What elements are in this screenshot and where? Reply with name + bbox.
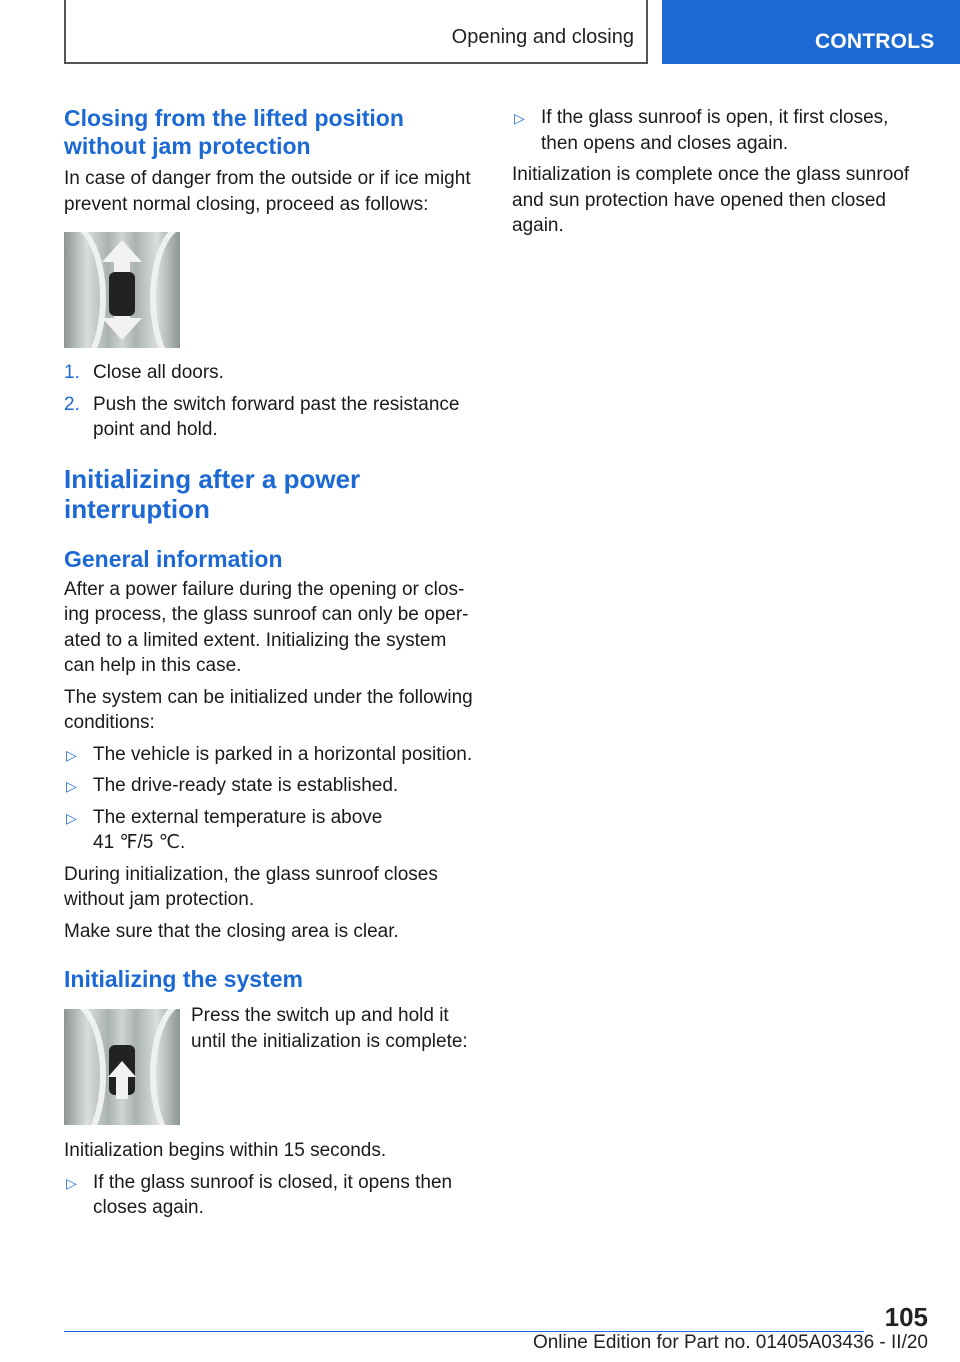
heading-closing: Closing from the lifted position without jam protection	[64, 105, 404, 159]
list-item	[64, 805, 478, 856]
section-title: Opening and closing	[451, 26, 634, 48]
step-number: 2.	[64, 393, 80, 415]
list-item	[64, 392, 478, 443]
paragraph-clear: Make sure that the closing area is clear.	[64, 920, 399, 942]
heading-system: Initializing the system	[64, 966, 303, 992]
step-number: 1.	[64, 362, 80, 383]
left-column	[64, 100, 478, 1221]
switch-photo-up	[64, 1009, 180, 1125]
paragraph-closing: In case of danger from the outside or if ice might prevent normal closing, proceed as follows:	[64, 168, 471, 215]
triangle-right-icon: ▷	[514, 110, 525, 126]
right-column	[512, 105, 926, 239]
paragraph-press: Press the switch up and hold it until the initialization is complete:	[191, 1005, 468, 1052]
switch-photo-up-down	[64, 232, 180, 348]
list-item	[64, 1170, 478, 1221]
steps-list	[64, 360, 478, 443]
list-item	[64, 742, 478, 768]
triangle-right-icon: ▷	[66, 746, 77, 763]
condition-text: The vehicle is parked in a horizontal position.	[93, 743, 473, 765]
triangle-right-icon: ▷	[66, 1174, 77, 1191]
condition-text: The drive-ready state is established.	[93, 775, 399, 796]
paragraph-begins: Initialization begins within 15 seconds.	[64, 1140, 387, 1161]
condition-text: The external temperature is above 41 ℉/5 ℃.	[93, 806, 383, 853]
heading-initializing: Initializing after a power interruption	[64, 463, 361, 524]
step-text: Push the switch forward past the resistance point and hold.	[93, 393, 460, 440]
list-item	[512, 105, 926, 156]
header-box	[64, 0, 648, 64]
chapter-tab[interactable]: CONTROLS	[662, 0, 960, 64]
triangle-right-icon: ▷	[66, 809, 77, 826]
paragraph-general-1: After a power failure during the opening or clos‐ing process, the glass sunroof can only be oper‐ated to a limited extent. Initializing the system can help in this case.	[64, 578, 469, 676]
list-item	[64, 773, 478, 799]
heading-general: General information	[64, 545, 283, 572]
list-item	[64, 360, 478, 386]
paragraph-complete: Initialization is complete once the glass sunroof and sun protection have opened then closed again.	[512, 164, 910, 236]
paragraph-general-2: The system can be initialized under the following conditions:	[64, 686, 473, 733]
bullet-closed-text: If the glass sunroof is closed, it opens then closes again.	[93, 1171, 453, 1218]
system-block	[64, 1005, 478, 1125]
footer-edition: Online Edition for Part no. 01405A03436 - II/20	[532, 1332, 928, 1353]
conditions-list	[64, 742, 478, 856]
triangle-right-icon: ▷	[66, 778, 77, 794]
paragraph-during: During initialization, the glass sunroof closes without jam protection.	[64, 863, 438, 910]
bullet-open-text: If the glass sunroof is open, it first closes, then opens and closes again.	[541, 107, 889, 154]
step-text: Close all doors.	[93, 362, 224, 383]
page-number: 105	[884, 1302, 928, 1332]
